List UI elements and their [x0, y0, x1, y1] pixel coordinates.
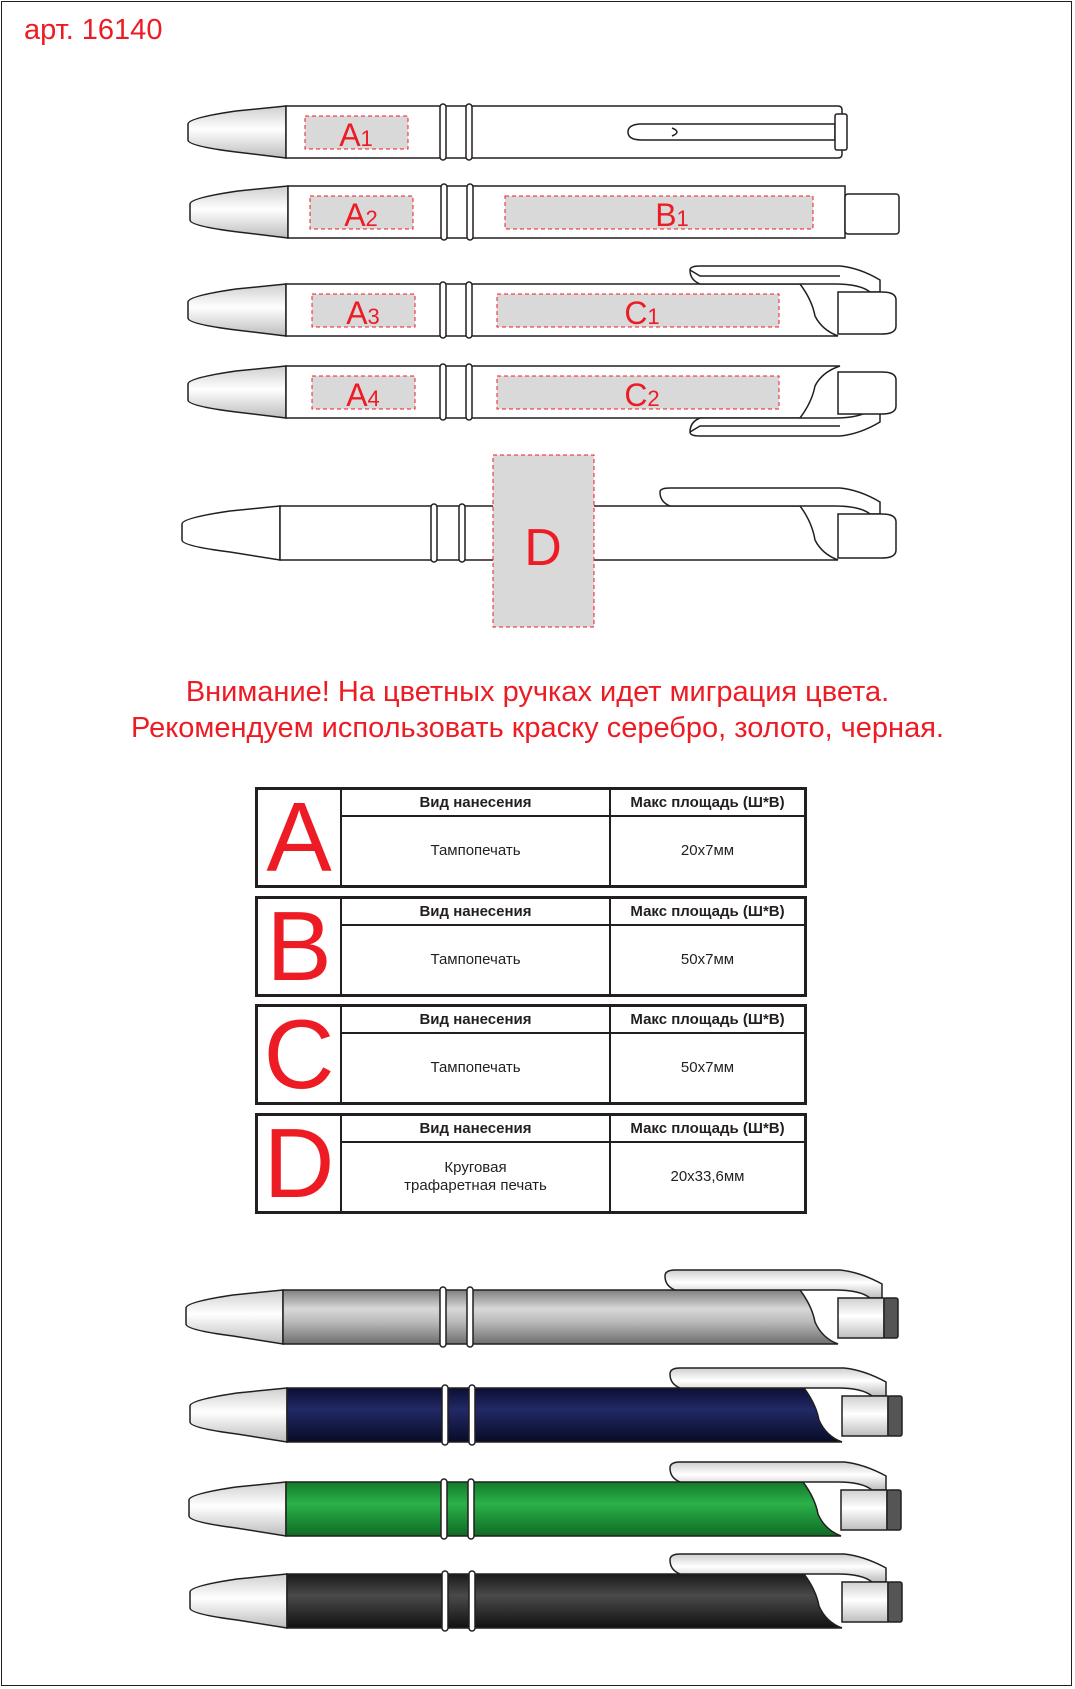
spec-method: Круговая трафаретная печать	[342, 1143, 611, 1211]
zone-c1-label: C1	[624, 295, 660, 331]
spec-letter: C	[258, 1007, 342, 1102]
spec-header-method: Вид нанесения	[342, 1007, 611, 1034]
spec-area: 50х7мм	[680, 951, 735, 968]
spec-table-d	[255, 1108, 807, 1218]
spec-table-c	[255, 999, 807, 1109]
spec-area: 50х7мм	[680, 1059, 735, 1076]
pen-a1	[188, 104, 847, 160]
spec-method: Тампопечать	[342, 926, 611, 994]
pen-navy	[190, 1368, 902, 1445]
spec-header-method: Вид нанесения	[342, 790, 611, 817]
pen-black	[190, 1554, 902, 1631]
zone-c2-label: C2	[624, 377, 660, 413]
spec-header-method: Вид нанесения	[342, 899, 611, 926]
spec-header-area: Макс площадь (Ш*В)	[611, 899, 804, 926]
spec-method: Тампопечать	[342, 1034, 611, 1102]
warning-line-1: Внимание! На цветных ручках идет миграция цвета.	[185, 676, 890, 708]
spec-header-area: Макс площадь (Ш*В)	[611, 1116, 804, 1143]
spec-table-b	[255, 891, 807, 1001]
spec-method: Тампопечать	[342, 817, 611, 885]
spec-letter: B	[258, 899, 342, 994]
spec-header-method: Вид нанесения	[342, 1116, 611, 1143]
spec-letter: A	[258, 790, 342, 885]
zone-a3-label: A3	[346, 295, 380, 331]
zone-a1-label: A1	[339, 117, 373, 153]
zone-a4-label: A4	[346, 377, 380, 413]
pen-green	[189, 1462, 901, 1539]
spec-letter: D	[258, 1116, 342, 1211]
zone-d-label: D	[524, 519, 562, 577]
article-number: арт. 16140	[24, 14, 163, 46]
warning-line-2: Рекомендуем использовать краску серебро, золото, черная.	[131, 712, 944, 744]
spec-table-a	[255, 782, 807, 892]
pen-silver	[186, 1270, 898, 1347]
spec-header-area: Макс площадь (Ш*В)	[611, 790, 804, 817]
spec-area: 20х7мм	[680, 842, 735, 859]
zone-b1-label: B1	[655, 197, 689, 233]
zone-a2-label: A2	[344, 197, 378, 233]
spec-header-area: Макс площадь (Ш*В)	[611, 1007, 804, 1034]
spec-area: 20х33,6мм	[670, 1168, 745, 1185]
